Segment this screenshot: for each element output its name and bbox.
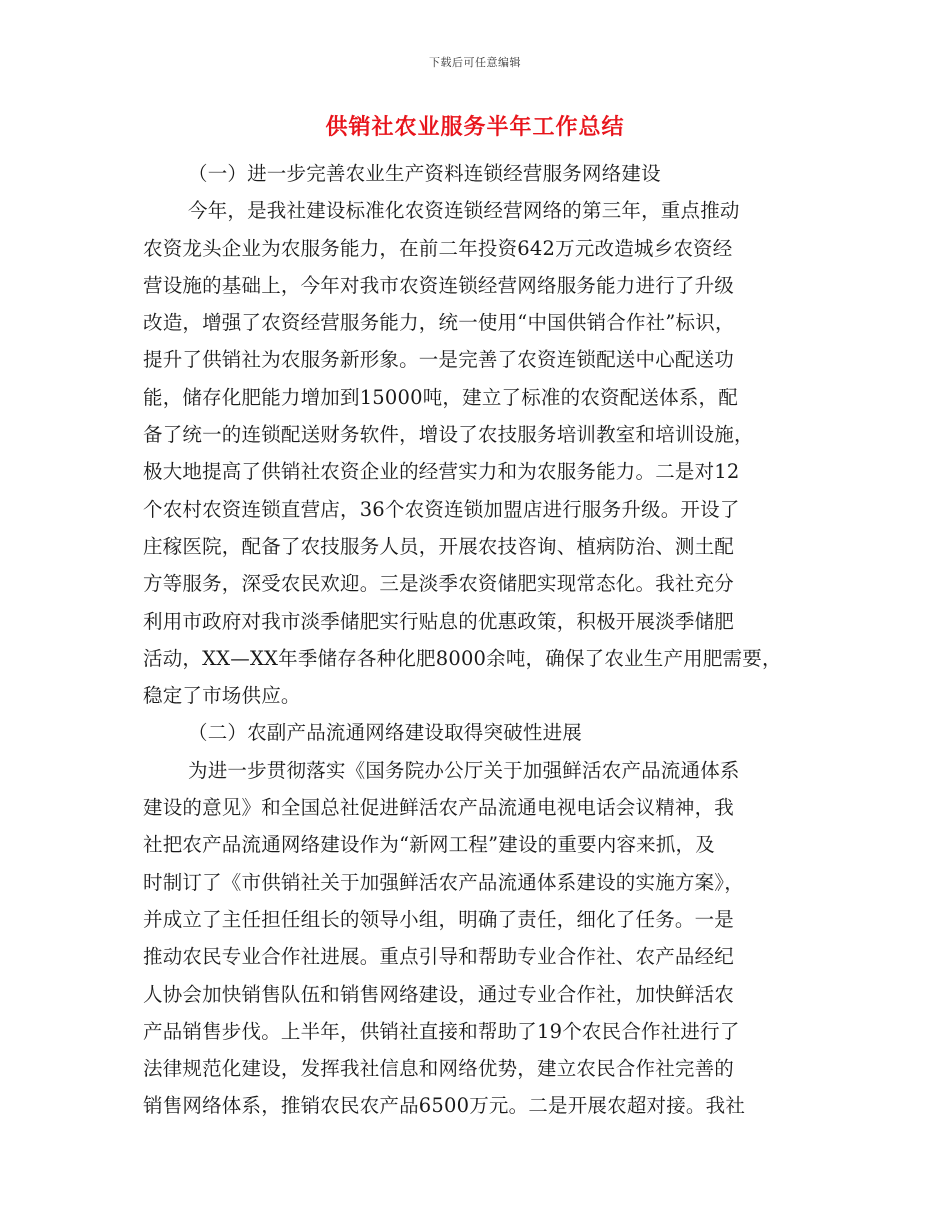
paragraph-line: 备了统一的连锁配送财务软件，增设了农技服务培训教室和培训设施，: [143, 423, 754, 447]
paragraph-line: 产品销售步伐。上半年，供销社直接和帮助了19个农民合作社进行了: [143, 1019, 740, 1043]
paragraph-line: 人协会加快销售队伍和销售网络建设，通过专业合作社，加快鲜活农: [143, 982, 735, 1006]
section-heading-1: （一）进一步完善农业生产资料连锁经营服务网络建设: [188, 162, 661, 185]
paragraph-line: 营设施的基础上，今年对我市农资连锁经营网络服务能力进行了升级: [143, 273, 735, 297]
paragraph-line: 销售网络体系，推销农民农产品6500万元。二是开展农超对接。我社: [143, 1094, 746, 1118]
paragraph-line: 并成立了主任担任组长的领导小组，明确了责任，细化了任务。一是: [143, 907, 735, 931]
paragraph-line: 活动，XX—XX年季储存各种化肥8000余吨，确保了农业生产用肥需要，: [143, 646, 782, 670]
paragraph-line: 利用市政府对我市淡季储肥实行贴息的优惠政策，积极开展淡季储肥: [143, 609, 735, 633]
document-title: 供销社农业服务半年工作总结: [325, 114, 625, 140]
paragraph-line: 社把农产品流通网络建设作为“新网工程”建设的重要内容来抓，及: [143, 833, 715, 857]
paragraph-line: 农资龙头企业为农服务能力，在前二年投资642万元改造城乡农资经: [143, 236, 733, 260]
paragraph-line: 时制订了《市供销社关于加强鲜活农产品流通体系建设的实施方案》，: [143, 870, 744, 894]
paragraph-line: 方等服务，深受农民欢迎。三是淡季农资储肥实现常态化。我社充分: [143, 572, 735, 596]
document-body: [143, 155, 813, 1125]
paragraph-line: 为进一步贯彻落实《国务院办公厅关于加强鲜活农产品流通体系: [188, 758, 740, 782]
paragraph-line: 能，储存化肥能力增加到15000吨，建立了标准的农资配送体系，配: [143, 385, 738, 409]
paragraph-line: 建设的意见》和全国总社促进鲜活农产品流通电视电话会议精神，我: [143, 796, 735, 820]
paragraph-line: 稳定了市场供应。: [143, 684, 301, 708]
header-note: 下载后可任意编辑: [429, 56, 521, 69]
paragraph-line: 推动农民专业合作社进展。重点引导和帮助专业合作社、农产品经纪: [143, 945, 735, 969]
paragraph-line: 极大地提高了供销社农资企业的经营实力和为农服务能力。二是对12: [143, 460, 740, 484]
paragraph-line: 法律规范化建设，发挥我社信息和网络优势，建立农民合作社完善的: [143, 1057, 735, 1081]
paragraph-line: 提升了供销社为农服务新形象。一是完善了农资连锁配送中心配送功: [143, 348, 735, 372]
paragraph-line: 个农村农资连锁直营店，36个农资连锁加盟店进行服务升级。开设了: [143, 497, 740, 521]
section-heading-2: （二）农副产品流通网络建设取得突破性进展: [188, 721, 583, 745]
paragraph-line: 改造，增强了农资经营服务能力，统一使用“中国供销合作社”标识，: [143, 311, 735, 335]
paragraph-line: 庄稼医院，配备了农技服务人员，开展农技咨询、植病防治、测土配: [143, 534, 735, 558]
paragraph-line: 今年，是我社建设标准化农资连锁经营网络的第三年，重点推动: [188, 199, 740, 223]
